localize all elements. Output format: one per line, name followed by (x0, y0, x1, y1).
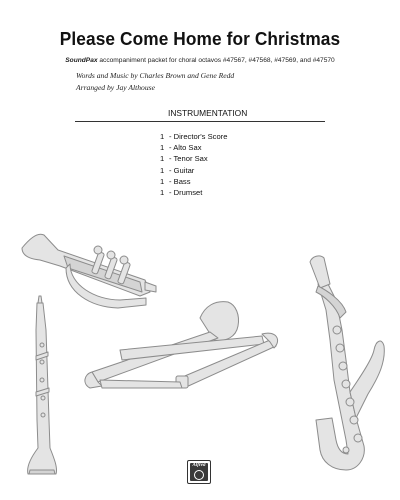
instrument-name: - Bass (169, 176, 191, 186)
logo-emblem (194, 470, 204, 480)
instrument-name: - Director's Score (169, 132, 228, 141)
trombone-icon (85, 302, 278, 388)
instrument-name: - Tenor Sax (169, 154, 208, 164)
instrumentation-heading-label: INSTRUMENTATION (168, 108, 248, 118)
logo-text: Alfred (192, 463, 206, 468)
instrument-name: - Alto Sax (169, 143, 202, 153)
instrument-name: - Drumset (169, 188, 203, 198)
clarinet-icon (28, 296, 57, 474)
instrument-qty: 1 (160, 143, 165, 153)
trumpet-icon (22, 234, 156, 308)
page-title: Please Come Home for Christmas (59, 29, 341, 49)
instrument-qty: 1 (160, 132, 165, 141)
instrument-qty: 1 (160, 188, 165, 198)
instrument-qty: 1 (160, 154, 165, 164)
credits-words-music: Words and Music by Charles Brown and Gene Redd (76, 71, 235, 80)
instrument-qty: 1 (160, 165, 165, 175)
subtitle-text: accompaniment packet for choral octavos #47567, #47568, #47569, and #47570 (97, 57, 335, 64)
credits-arranged: Arranged by Jay Althouse (76, 83, 155, 92)
subtitle-brand: SoundPax (65, 57, 98, 64)
saxophone-icon (310, 256, 384, 470)
instrument-qty: 1 (160, 176, 165, 186)
alfred-logo-icon (187, 460, 211, 484)
instrument-name: - Guitar (169, 165, 195, 175)
